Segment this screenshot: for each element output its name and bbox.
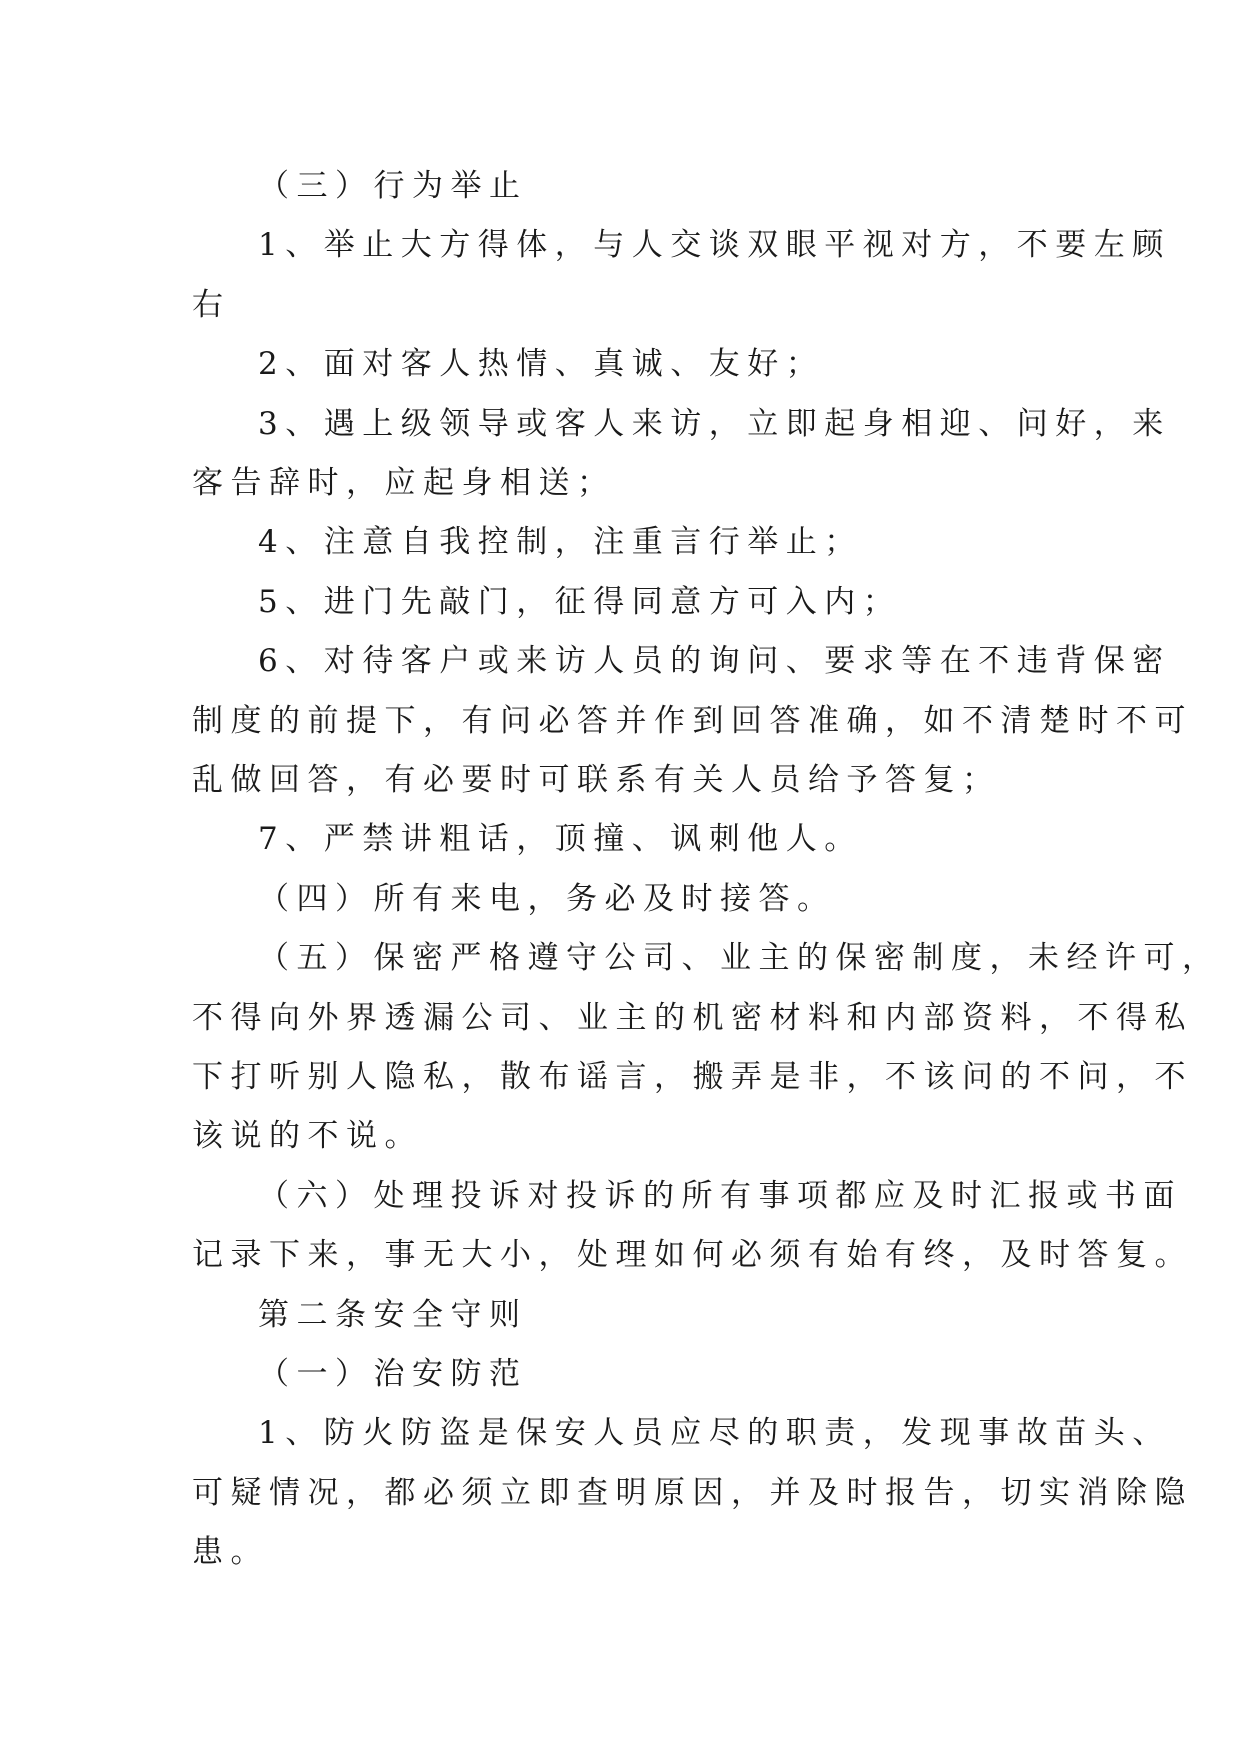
- paragraph-line: 可疑情况，都必须立即查明原因，并及时报告，切实消除隐: [192, 1475, 1193, 1511]
- paragraph-line: 7、严禁讲粗话，顶撞、讽刺他人。: [258, 821, 863, 857]
- paragraph-line: 客告辞时，应起身相送；: [192, 465, 616, 501]
- paragraph-line: 乱做回答，有必要时可联系有关人员给予答复；: [192, 762, 1001, 798]
- paragraph-line: 下打听别人隐私，散布谣言，搬弄是非，不该问的不问，不: [192, 1059, 1193, 1095]
- paragraph-line: 6、对待客户或来访人员的询问、要求等在不违背保密: [258, 643, 1171, 679]
- paragraph-line: 3、遇上级领导或客人来访，立即起身相迎、问好，来: [258, 406, 1171, 442]
- paragraph-line: 4、注意自我控制，注重言行举止；: [258, 524, 863, 560]
- paragraph-line: 该说的不说。: [192, 1118, 423, 1154]
- paragraph-line: 2、面对客人热情、真诚、友好；: [258, 346, 825, 382]
- paragraph-line: 1、防火防盗是保安人员应尽的职责，发现事故苗头、: [258, 1415, 1171, 1451]
- section-heading-security: （一）治安防范: [258, 1356, 528, 1392]
- paragraph-line: 患。: [192, 1534, 269, 1570]
- paragraph-line: 制度的前提下，有问必答并作到回答准确，如不清楚时不可: [192, 703, 1193, 739]
- paragraph-line: 右: [192, 287, 231, 323]
- paragraph-line: 1、举止大方得体，与人交谈双眼平视对方，不要左顾: [258, 227, 1171, 263]
- paragraph-line: 记录下来，事无大小，处理如何必须有始有终，及时答复。: [192, 1237, 1193, 1273]
- section-heading-conduct: （三）行为举止: [258, 168, 528, 204]
- section-heading-confidentiality: （五）保密严格遵守公司、业主的保密制度，未经许可，: [258, 940, 1221, 976]
- section-heading-complaints: （六）处理投诉对投诉的所有事项都应及时汇报或书面: [258, 1178, 1182, 1214]
- article-heading-safety: 第二条安全守则: [258, 1297, 528, 1333]
- paragraph-line: 不得向外界透漏公司、业主的机密材料和内部资料，不得私: [192, 1000, 1193, 1036]
- paragraph-line: 5、进门先敲门，征得同意方可入内；: [258, 584, 902, 620]
- section-heading-calls: （四）所有来电，务必及时接答。: [258, 881, 836, 917]
